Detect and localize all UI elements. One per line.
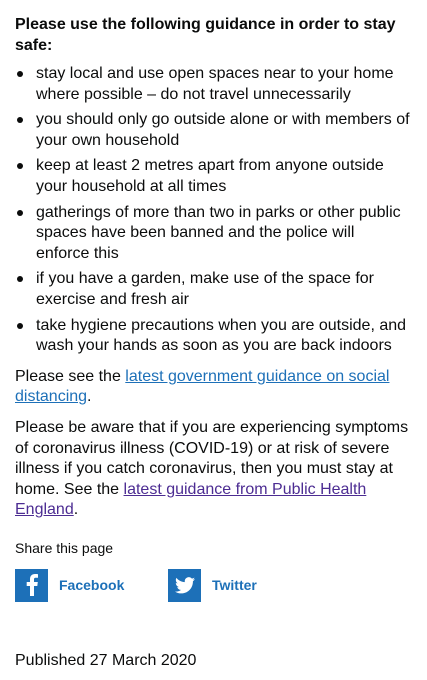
list-item-text: keep at least 2 metres apart from anyone outside your household at all times [36,157,384,195]
social-distancing-prefix: Please see the [15,367,126,385]
symptoms-text: Please be aware that if you are experiencing symptoms of coronavirus illness (COVID-19) or at risk of severe illness if you catch coronavirus, then you must stay at home. See the [15,418,409,498]
share-links [15,569,412,603]
list-item [15,269,412,310]
symptoms-paragraph [15,418,412,521]
bullet-icon [17,163,23,169]
share-title: Share this page [15,539,114,556]
list-item-text: you should only go outside alone or with members of your own household [36,111,410,149]
list-item-text: take hygiene precautions when you are outside, and wash your hands as soon as you are back indoors [36,316,407,355]
facebook-label: Facebook [59,577,125,594]
list-item-text: gatherings of more than two in parks or other public spaces have been banned and the police will enforce this [36,203,401,262]
social-distancing-paragraph [15,367,412,408]
list-item [15,156,412,197]
public-health-england-link[interactable]: latest guidance from Public Health England [15,480,367,519]
guidance-list [15,64,412,357]
bullet-icon [17,117,23,123]
list-item [15,316,412,357]
list-item [15,64,412,105]
guidance-heading: Please use the following guidance in order to stay safe: [15,16,396,54]
list-item-text: if you have a garden, make use of the space for exercise and fresh air [36,270,374,308]
bullet-icon [17,210,23,216]
list-item [15,110,412,151]
bullet-icon [17,276,23,282]
list-item-text: stay local and use open spaces near to your home where possible – do not travel unnecessarily [36,65,394,103]
facebook-icon [15,569,48,602]
published-date: Published 27 March 2020 [15,652,197,669]
social-distancing-guidance-link[interactable]: latest government guidance on social distancing [15,367,390,406]
facebook-share-button[interactable] [15,569,124,602]
bullet-icon [17,71,23,77]
symptoms-suffix: . [73,501,79,519]
twitter-share-button[interactable] [168,569,257,602]
twitter-icon [168,569,201,602]
social-distancing-suffix: . [87,388,92,406]
list-item [15,203,412,265]
twitter-label: Twitter [212,577,257,594]
bullet-icon [17,323,23,329]
